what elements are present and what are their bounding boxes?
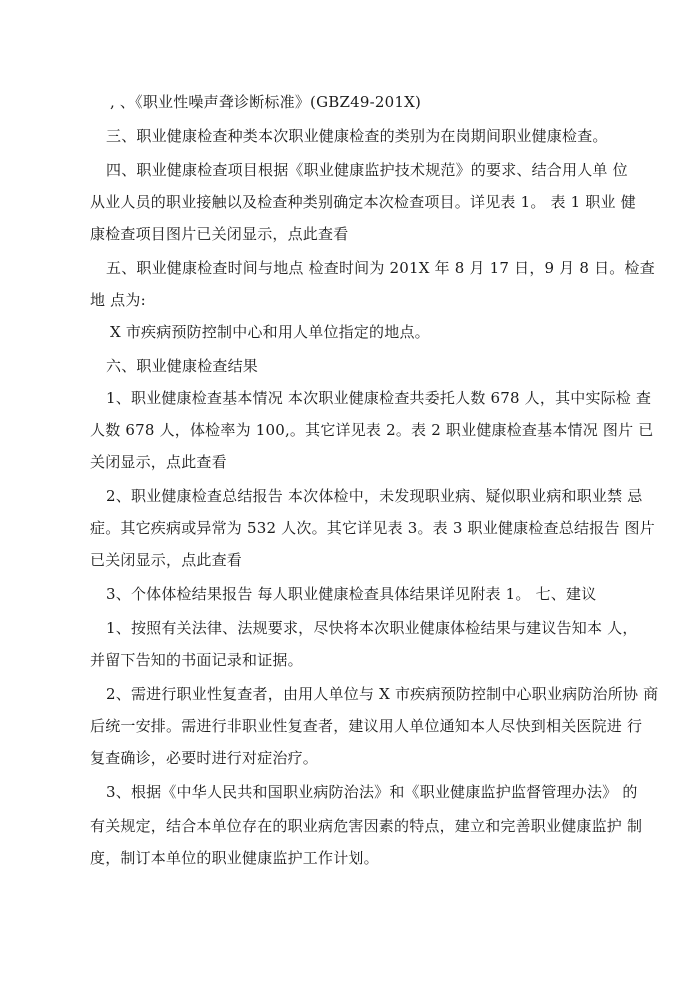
text-line: 度，制订本单位的职业健康监护工作计划。	[90, 849, 379, 867]
text-line: 康检查项目图片已关闭显示，点此查看	[90, 225, 349, 243]
text-line: 2、职业健康检查总结报告 本次体检中，未发现职业病、疑似职业病和职业禁 忌	[106, 487, 643, 505]
text-line: 1、职业健康检查基本情况 本次职业健康检查共委托人数 678 人，其中实际检 查	[106, 389, 652, 407]
text-line: 1、按照有关法律、法规要求，尽快将本次职业健康体检结果与建议告知本 人，	[106, 619, 638, 637]
text-line: 3、根据《中华人民共和国职业病防治法》和《职业健康监护监督管理办法》 的	[106, 783, 638, 801]
text-line: 2、需进行职业性复查者，由用人单位与 X 市疾病预防控制中心职业病防治所协 商	[106, 685, 659, 703]
text-line: 后统一安排。需进行非职业性复查者，建议用人单位通知本人尽快到相关医院进 行	[90, 717, 643, 735]
text-line: X 市疾病预防控制中心和用人单位指定的地点。	[110, 323, 430, 341]
text-line: 五、职业健康检查时间与地点 检查时间为 201X 年 8 月 17 日，9 月 8 日。检查	[106, 259, 655, 277]
text-line: 关闭显示，点此查看	[90, 453, 227, 471]
text-line: 已关闭显示，点此查看	[90, 551, 243, 569]
text-line: 症。其它疾病或异常为 532 人次。其它详见表 3。表 3 职业健康检查总结报告 图片	[90, 519, 655, 537]
text-line: 四、职业健康检查项目根据《职业健康监护技术规范》的要求、结合用人单 位	[106, 161, 628, 179]
text-line: 从业人员的职业接触以及检查种类别确定本次检查项目。详见表 1。 表 1 职业 健	[90, 193, 636, 211]
text-line: , 、《职业性噪声聋诊断标准》(GBZ49-201X)	[110, 93, 422, 111]
text-line: 3、个体体检结果报告 每人职业健康检查具体结果详见附表 1。 七、建议	[106, 585, 597, 603]
text-line: 人数 678 人，体检率为 100,。其它详见表 2。表 2 职业健康检查基本情况 图片 已	[90, 421, 654, 439]
text-line: 有关规定，结合本单位存在的职业病危害因素的特点，建立和完善职业健康监护 制	[90, 817, 643, 835]
text-line: 六、职业健康检查结果	[106, 357, 259, 375]
text-line: 复查确诊，必要时进行对症治疗。	[90, 749, 319, 767]
text-line: 三、职业健康检查种类本次职业健康检查的类别为在岗期间职业健康检查。	[106, 127, 608, 145]
text-line: 地 点为:	[90, 291, 146, 309]
text-line: 并留下告知的书面记录和证据。	[90, 651, 303, 669]
